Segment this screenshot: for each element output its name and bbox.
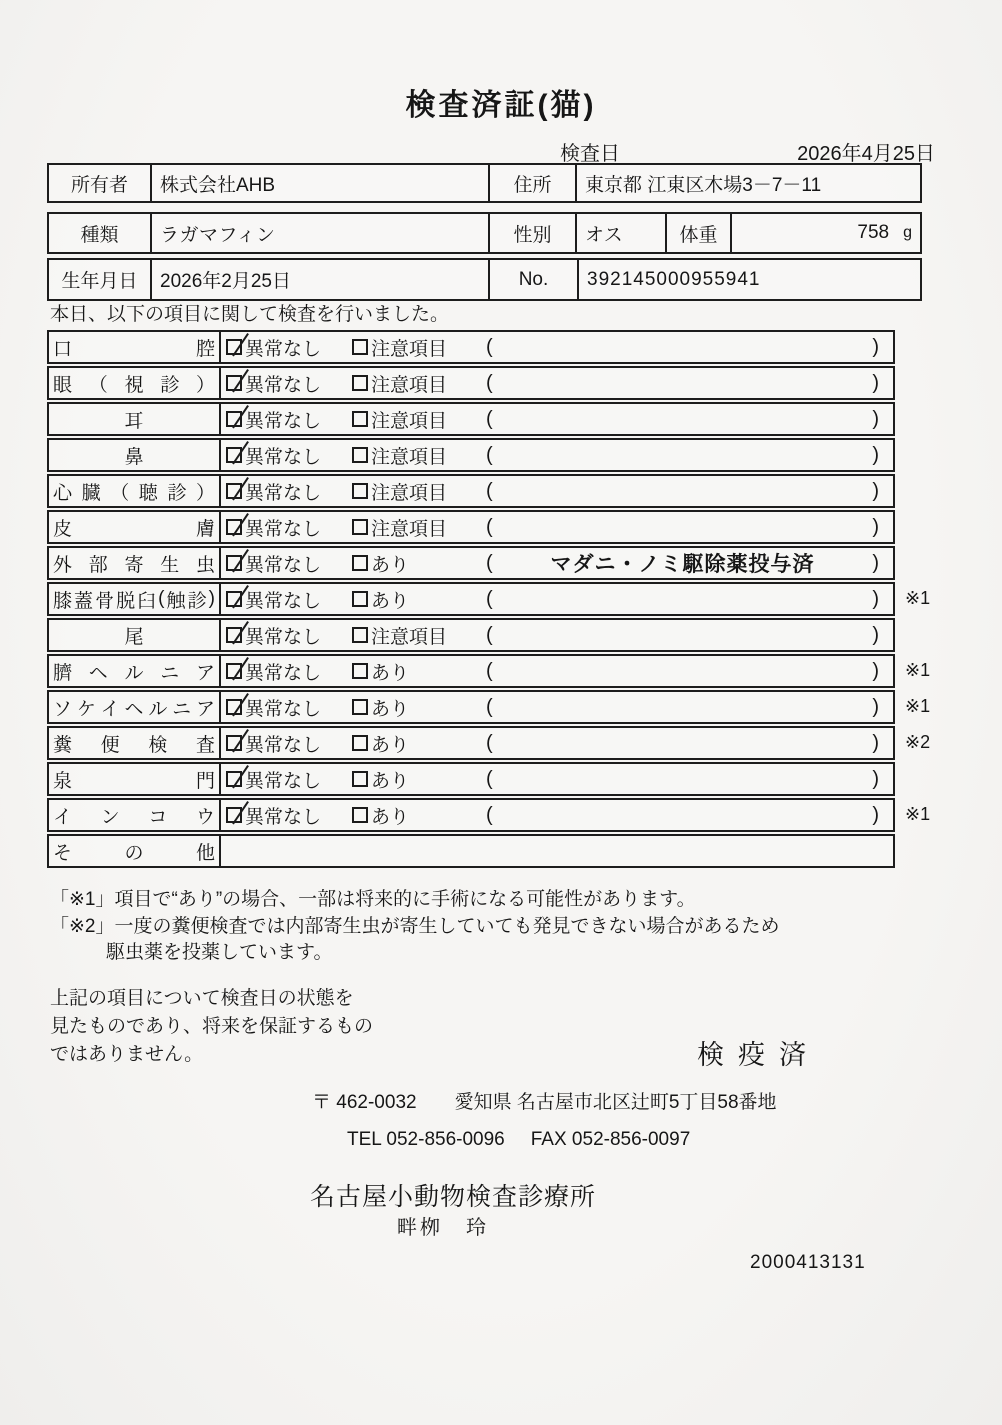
remarks-parentheses: ( マダニ・ノミ駆除薬投与済 )	[486, 548, 893, 578]
breed-value: ラガマフィン	[152, 214, 490, 252]
exam-item-result	[221, 584, 893, 614]
no-abnormality-checkbox-icon	[226, 771, 242, 787]
exam-item-label: 膝 蓋 骨 脱 臼 ( 触 診 )	[49, 584, 221, 614]
secondary-checkbox-icon	[352, 735, 368, 751]
remarks-parentheses: ( )	[486, 731, 879, 754]
option-no-abnormality: 異常なし	[226, 406, 352, 433]
option-no-abnormality: 異常なし	[226, 514, 352, 541]
option-no-abnormality: 異常なし	[226, 658, 352, 685]
inspection-date-label: 検査日	[560, 143, 620, 165]
clinic-representative: 畔栁 玲	[397, 1217, 489, 1239]
option-secondary: 注意項目	[352, 406, 486, 433]
exam-item-result	[221, 836, 893, 866]
checklist-row	[47, 366, 895, 400]
secondary-checkbox-icon	[352, 339, 368, 355]
footnote-marker: ※1	[905, 804, 931, 824]
no-abnormality-checkbox-icon	[226, 807, 242, 823]
address-value: 東京都 江東区木場3－7－11	[585, 174, 822, 196]
animal-table-row1	[47, 212, 922, 254]
no-abnormality-checkbox-icon	[226, 483, 242, 499]
checklist-row	[47, 546, 895, 580]
number-label: No.	[490, 260, 579, 299]
exam-item-result	[221, 728, 893, 758]
exam-item-result	[221, 764, 893, 794]
secondary-checkbox-icon	[352, 627, 368, 643]
option-no-abnormality: 異常なし	[226, 478, 352, 505]
secondary-checkbox-icon	[352, 375, 368, 391]
exam-item-result	[221, 404, 893, 434]
remarks-parentheses: ( )	[486, 443, 879, 466]
exam-item-label: 尾	[49, 620, 221, 650]
exam-item-label: 皮 膚	[49, 512, 221, 542]
option-secondary: あり	[352, 730, 486, 757]
checklist-row	[47, 474, 895, 508]
exam-item-label: ソ ケ イ ヘ ル ニ ア	[49, 692, 221, 722]
no-abnormality-checkbox-icon	[226, 519, 242, 535]
weight-value-cell	[732, 214, 920, 252]
secondary-checkbox-icon	[352, 411, 368, 427]
secondary-checkbox-icon	[352, 447, 368, 463]
exam-checklist	[47, 330, 931, 870]
exam-item-label: 泉 門	[49, 764, 221, 794]
exam-item-result	[221, 440, 893, 470]
clinic-postal-code: 〒 462-0032	[312, 1092, 417, 1113]
secondary-checkbox-icon	[352, 483, 368, 499]
exam-item-label: イ ン コ ウ	[49, 800, 221, 830]
option-no-abnormality: 異常なし	[226, 370, 352, 397]
checklist-row	[47, 726, 931, 760]
exam-item-label: 糞 便 検 査	[49, 728, 221, 758]
inspection-date-line	[560, 137, 935, 166]
exam-item-result	[221, 332, 893, 362]
animal-table-row2	[47, 258, 922, 301]
no-abnormality-checkbox-icon	[226, 591, 242, 607]
secondary-checkbox-icon	[352, 771, 368, 787]
checklist-row	[47, 582, 931, 616]
exam-item-result	[221, 512, 893, 542]
remarks-parentheses: ( )	[486, 335, 879, 358]
checklist-row	[47, 510, 895, 544]
no-abnormality-checkbox-icon	[226, 375, 242, 391]
option-secondary: 注意項目	[352, 622, 486, 649]
option-no-abnormality: 異常なし	[226, 622, 352, 649]
address-label: 住所	[490, 165, 577, 201]
checklist-row	[47, 834, 895, 868]
exam-item-result	[221, 620, 893, 650]
checklist-row	[47, 654, 931, 688]
number-value: 392145000955941	[587, 268, 761, 290]
option-no-abnormality: 異常なし	[226, 802, 352, 829]
intro-text: 本日、以下の項目に関して検査を行いました。	[50, 304, 450, 325]
option-no-abnormality: 異常なし	[226, 334, 352, 361]
footnote-1: 「※1」項目で“あり”の場合、一部は将来的に手術になる可能性があります。	[50, 889, 696, 910]
no-abnormality-checkbox-icon	[226, 411, 242, 427]
no-abnormality-checkbox-icon	[226, 699, 242, 715]
option-no-abnormality: 異常なし	[226, 766, 352, 793]
checklist-row	[47, 402, 895, 436]
footnote-marker: ※1	[905, 660, 931, 680]
clinic-postal-line	[312, 1087, 777, 1114]
option-secondary: あり	[352, 658, 486, 685]
disclaimer-text: 上記の項目について検査日の状態を 見たものであり、将来を保証するもの ではありません。	[50, 988, 374, 1065]
exam-item-result	[221, 368, 893, 398]
option-secondary: あり	[352, 766, 486, 793]
weight-label: 体重	[667, 214, 732, 252]
exam-item-result	[221, 692, 893, 722]
exam-item-label: 口 腔	[49, 332, 221, 362]
secondary-checkbox-icon	[352, 555, 368, 571]
no-abnormality-checkbox-icon	[226, 555, 242, 571]
clinic-name: 名古屋小動物検査診療所	[310, 1183, 597, 1211]
breed-label: 種類	[49, 214, 152, 252]
birthdate-label: 生年月日	[49, 260, 152, 299]
exam-item-result	[221, 548, 893, 578]
remarks-parentheses: ( )	[486, 587, 879, 610]
option-secondary: 注意項目	[352, 442, 486, 469]
owner-label: 所有者	[49, 165, 152, 201]
option-no-abnormality: 異常なし	[226, 442, 352, 469]
option-secondary: あり	[352, 550, 486, 577]
secondary-checkbox-icon	[352, 591, 368, 607]
checklist-row	[47, 618, 895, 652]
remarks-parentheses: ( )	[486, 659, 879, 682]
checklist-row	[47, 762, 895, 796]
page-title: 検査済証(猫)	[405, 89, 597, 122]
exam-item-label: 心 臓 （ 聴 診 ）	[49, 476, 221, 506]
quarantine-passed-stamp: 検疫済	[697, 1040, 820, 1070]
sex-label: 性別	[490, 214, 577, 252]
checklist-row	[47, 690, 931, 724]
option-no-abnormality: 異常なし	[226, 586, 352, 613]
secondary-checkbox-icon	[352, 807, 368, 823]
no-abnormality-checkbox-icon	[226, 339, 242, 355]
exam-item-label: 鼻	[49, 440, 221, 470]
option-no-abnormality: 異常なし	[226, 550, 352, 577]
option-secondary: 注意項目	[352, 370, 486, 397]
option-secondary: 注意項目	[352, 514, 486, 541]
owner-table	[47, 163, 922, 203]
remarks-parentheses: ( )	[486, 407, 879, 430]
exam-item-label: 外 部 寄 生 虫	[49, 548, 221, 578]
clinic-address: 愛知県 名古屋市北区辻町5丁目58番地	[454, 1092, 777, 1113]
exam-item-label: 眼 （ 視 診 ）	[49, 368, 221, 398]
exam-item-label: そ の 他	[49, 836, 221, 866]
checklist-row	[47, 798, 931, 832]
sex-value: オス	[577, 214, 667, 252]
remarks-parentheses: ( )	[486, 515, 879, 538]
remarks-parentheses: ( )	[486, 803, 879, 826]
document-code: 2000413131	[750, 1252, 866, 1273]
clinic-tel: TEL 052-856-0096	[347, 1129, 505, 1150]
secondary-checkbox-icon	[352, 699, 368, 715]
birthdate-value: 2026年2月25日	[152, 260, 490, 299]
footnote-2-continued: 駆虫薬を投薬しています。	[106, 942, 333, 963]
footnote-marker: ※1	[905, 588, 931, 608]
secondary-checkbox-icon	[352, 663, 368, 679]
secondary-checkbox-icon	[352, 519, 368, 535]
option-secondary: 注意項目	[352, 478, 486, 505]
option-secondary: あり	[352, 586, 486, 613]
weight-unit: g	[903, 224, 912, 241]
footnote-marker: ※2	[905, 732, 931, 752]
option-no-abnormality: 異常なし	[226, 694, 352, 721]
clinic-tel-line	[347, 1129, 690, 1151]
option-no-abnormality: 異常なし	[226, 730, 352, 757]
checklist-row	[47, 330, 895, 364]
no-abnormality-checkbox-icon	[226, 663, 242, 679]
remarks-parentheses: ( )	[486, 695, 879, 718]
no-abnormality-checkbox-icon	[226, 447, 242, 463]
weight-value: 758	[857, 222, 890, 243]
exam-item-result	[221, 476, 893, 506]
exam-item-label: 耳	[49, 404, 221, 434]
footnote-2: 「※2」一度の糞便検査では内部寄生虫が寄生していても発見できない場合があるため	[50, 916, 780, 937]
no-abnormality-checkbox-icon	[226, 627, 242, 643]
clinic-fax: FAX 052-856-0097	[530, 1129, 691, 1150]
no-abnormality-checkbox-icon	[226, 735, 242, 751]
exam-item-label: 臍 ヘ ル ニ ア	[49, 656, 221, 686]
owner-value: 株式会社AHB	[152, 165, 490, 201]
remarks-parentheses: ( )	[486, 371, 879, 394]
inspection-date-value: 2026年4月25日	[797, 143, 935, 165]
remarks-parentheses: ( )	[486, 767, 879, 790]
exam-item-result	[221, 656, 893, 686]
checklist-row	[47, 438, 895, 472]
option-secondary: あり	[352, 802, 486, 829]
exam-item-result	[221, 800, 893, 830]
option-secondary: あり	[352, 694, 486, 721]
remarks-parentheses: ( )	[486, 479, 879, 502]
footnote-marker: ※1	[905, 696, 931, 716]
remarks-value: マダニ・ノミ駆除薬投与済	[550, 553, 815, 576]
option-secondary: 注意項目	[352, 334, 486, 361]
remarks-parentheses: ( )	[486, 623, 879, 646]
